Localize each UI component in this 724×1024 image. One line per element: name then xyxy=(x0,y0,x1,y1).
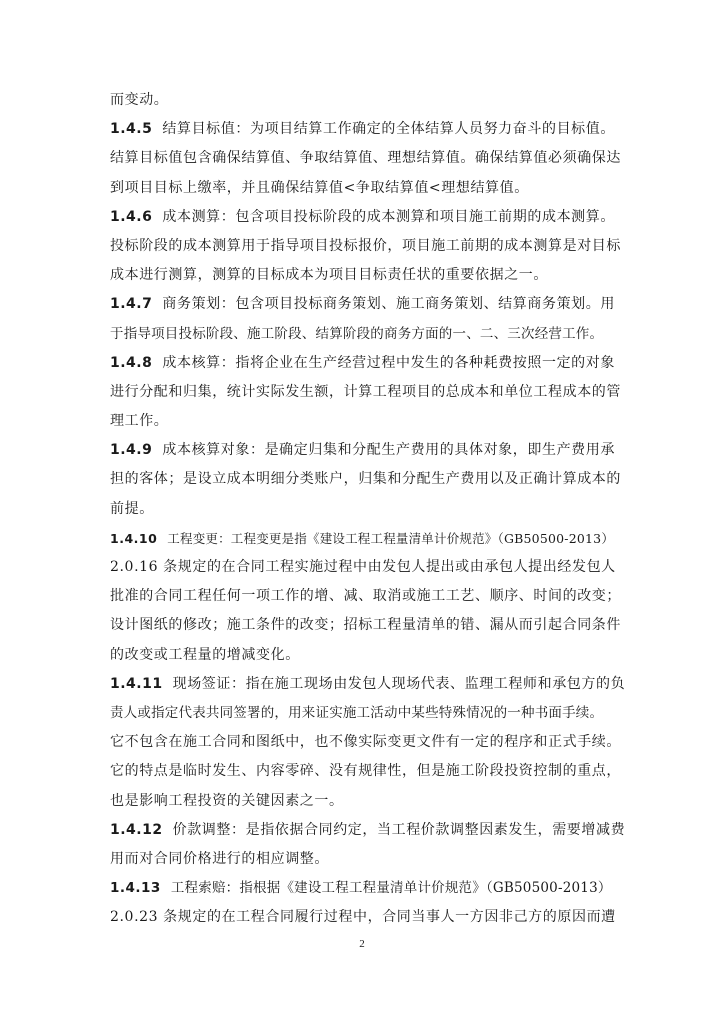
line-text: 理工作。 xyxy=(110,413,169,430)
document-body xyxy=(110,86,630,932)
line-text: 投标阶段的成本测算用于指导项目投标报价，项目施工前期的成本测算是对目标 xyxy=(110,237,621,254)
text-line xyxy=(110,232,630,261)
clause-number: 1.4.13 xyxy=(110,880,161,897)
text-line xyxy=(110,115,630,144)
line-text: 于指导项目投标阶段、施工阶段、结算阶段的商务方面的一、二、三次经营工作。 xyxy=(110,325,604,342)
line-text: 工程变更：工程变更是指《建设工程工程量清单计价规范》（GB50500-2013） xyxy=(167,530,615,546)
line-text: 的改变或工程量的增减变化。 xyxy=(110,646,300,663)
clause-number: 1.4.7 xyxy=(110,296,153,313)
clause-number: 1.4.6 xyxy=(110,208,153,225)
line-text: 结算目标值包含确保结算值、争取结算值、理想结算值。确保结算值必须确保达 xyxy=(110,150,621,167)
text-line xyxy=(110,86,630,115)
text-line xyxy=(110,670,630,699)
text-line xyxy=(110,203,630,232)
line-text: 也是影响工程投资的关键因素之一。 xyxy=(110,792,344,809)
text-line xyxy=(110,407,630,436)
text-line xyxy=(110,261,630,290)
line-text: 前提。 xyxy=(110,500,154,517)
text-line xyxy=(110,174,630,203)
line-text: 成本核算对象：是确定归集和分配生产费用的具体对象，即生产费用承 xyxy=(162,442,615,459)
text-line xyxy=(110,699,630,728)
text-line xyxy=(110,349,630,378)
line-text: 现场签证：指在施工现场由发包人现场代表、监理工程师和承包方的负 xyxy=(172,675,626,692)
text-line xyxy=(110,495,630,524)
text-line xyxy=(110,816,630,845)
text-line xyxy=(110,144,630,173)
line-text: 而变动。 xyxy=(110,92,169,108)
line-text: 2.0.23 条规定的在工程合同履行过程中，合同当事人一方因非己方的原因而遭 xyxy=(110,909,616,926)
page-number: 2 xyxy=(359,938,365,950)
clause-number: 1.4.9 xyxy=(110,442,153,459)
line-text: 担的客体；是设立成本明细分类账户，归集和分配生产费用以及正确计算成本的 xyxy=(110,471,621,488)
text-line xyxy=(110,611,630,640)
clause-number: 1.4.10 xyxy=(110,530,158,546)
text-line xyxy=(110,757,630,786)
line-text: 设计图纸的修改；施工条件的改变；招标工程量清单的错、漏从而引起合同条件 xyxy=(110,617,621,634)
text-line xyxy=(110,290,630,319)
text-line xyxy=(110,728,630,757)
line-text: 批准的合同工程任何一项工作的增、减、取消或施工工艺、顺序、时间的改变； xyxy=(110,588,621,605)
text-line xyxy=(110,903,630,932)
line-text: 价款调整：是指依据合同约定，当工程价款调整因素发生，需要增减费 xyxy=(172,821,626,838)
text-line xyxy=(110,436,630,465)
text-line xyxy=(110,787,630,816)
text-line xyxy=(110,320,630,349)
text-line xyxy=(110,582,630,611)
text-line xyxy=(110,524,630,553)
line-text: 责人或指定代表共同签署的，用来证实施工活动中某些特殊情况的一种书面手续。 xyxy=(110,704,604,721)
line-text: 它的特点是临时发生、内容零碎、没有规律性，但是施工阶段投资控制的重点， xyxy=(110,763,621,780)
text-line xyxy=(110,378,630,407)
text-line xyxy=(110,553,630,582)
line-text: 结算目标值：为项目结算工作确定的全体结算人员努力奋斗的目标值。 xyxy=(162,121,615,138)
text-line xyxy=(110,641,630,670)
line-text: 它不包含在施工合同和图纸中，也不像实际变更文件有一定的程序和正式手续。 xyxy=(110,734,621,751)
line-text: 2.0.16 条规定的在合同工程实施过程中由发包人提出或由承包人提出经发包人 xyxy=(110,559,616,575)
line-text: 用而对合同价格进行的相应调整。 xyxy=(110,850,329,867)
clause-number: 1.4.8 xyxy=(110,354,153,371)
line-text: 成本测算：包含项目投标阶段的成本测算和项目施工前期的成本测算。 xyxy=(162,208,615,225)
line-text: 商务策划：包含项目投标商务策划、施工商务策划、结算商务策划。用 xyxy=(162,296,615,313)
text-line xyxy=(110,845,630,874)
clause-number: 1.4.11 xyxy=(110,675,163,692)
line-text: 进行分配和归集，统计实际发生额，计算工程项目的总成本和单位工程成本的管 xyxy=(110,383,621,400)
clause-number: 1.4.5 xyxy=(110,121,153,138)
text-line xyxy=(110,465,630,494)
line-text: 成本进行测算，测算的目标成本为项目目标责任状的重要依据之一。 xyxy=(110,267,548,284)
text-line xyxy=(110,874,630,903)
clause-number: 1.4.12 xyxy=(110,821,163,838)
line-text: 工程索赔：指根据《建设工程工程量清单计价规范》（GB50500-2013） xyxy=(170,880,612,897)
line-text: 到项目目标上缴率，并且确保结算值<争取结算值<理想结算值。 xyxy=(110,179,529,196)
line-text: 成本核算：指将企业在生产经营过程中发生的各种耗费按照一定的对象 xyxy=(162,354,615,371)
